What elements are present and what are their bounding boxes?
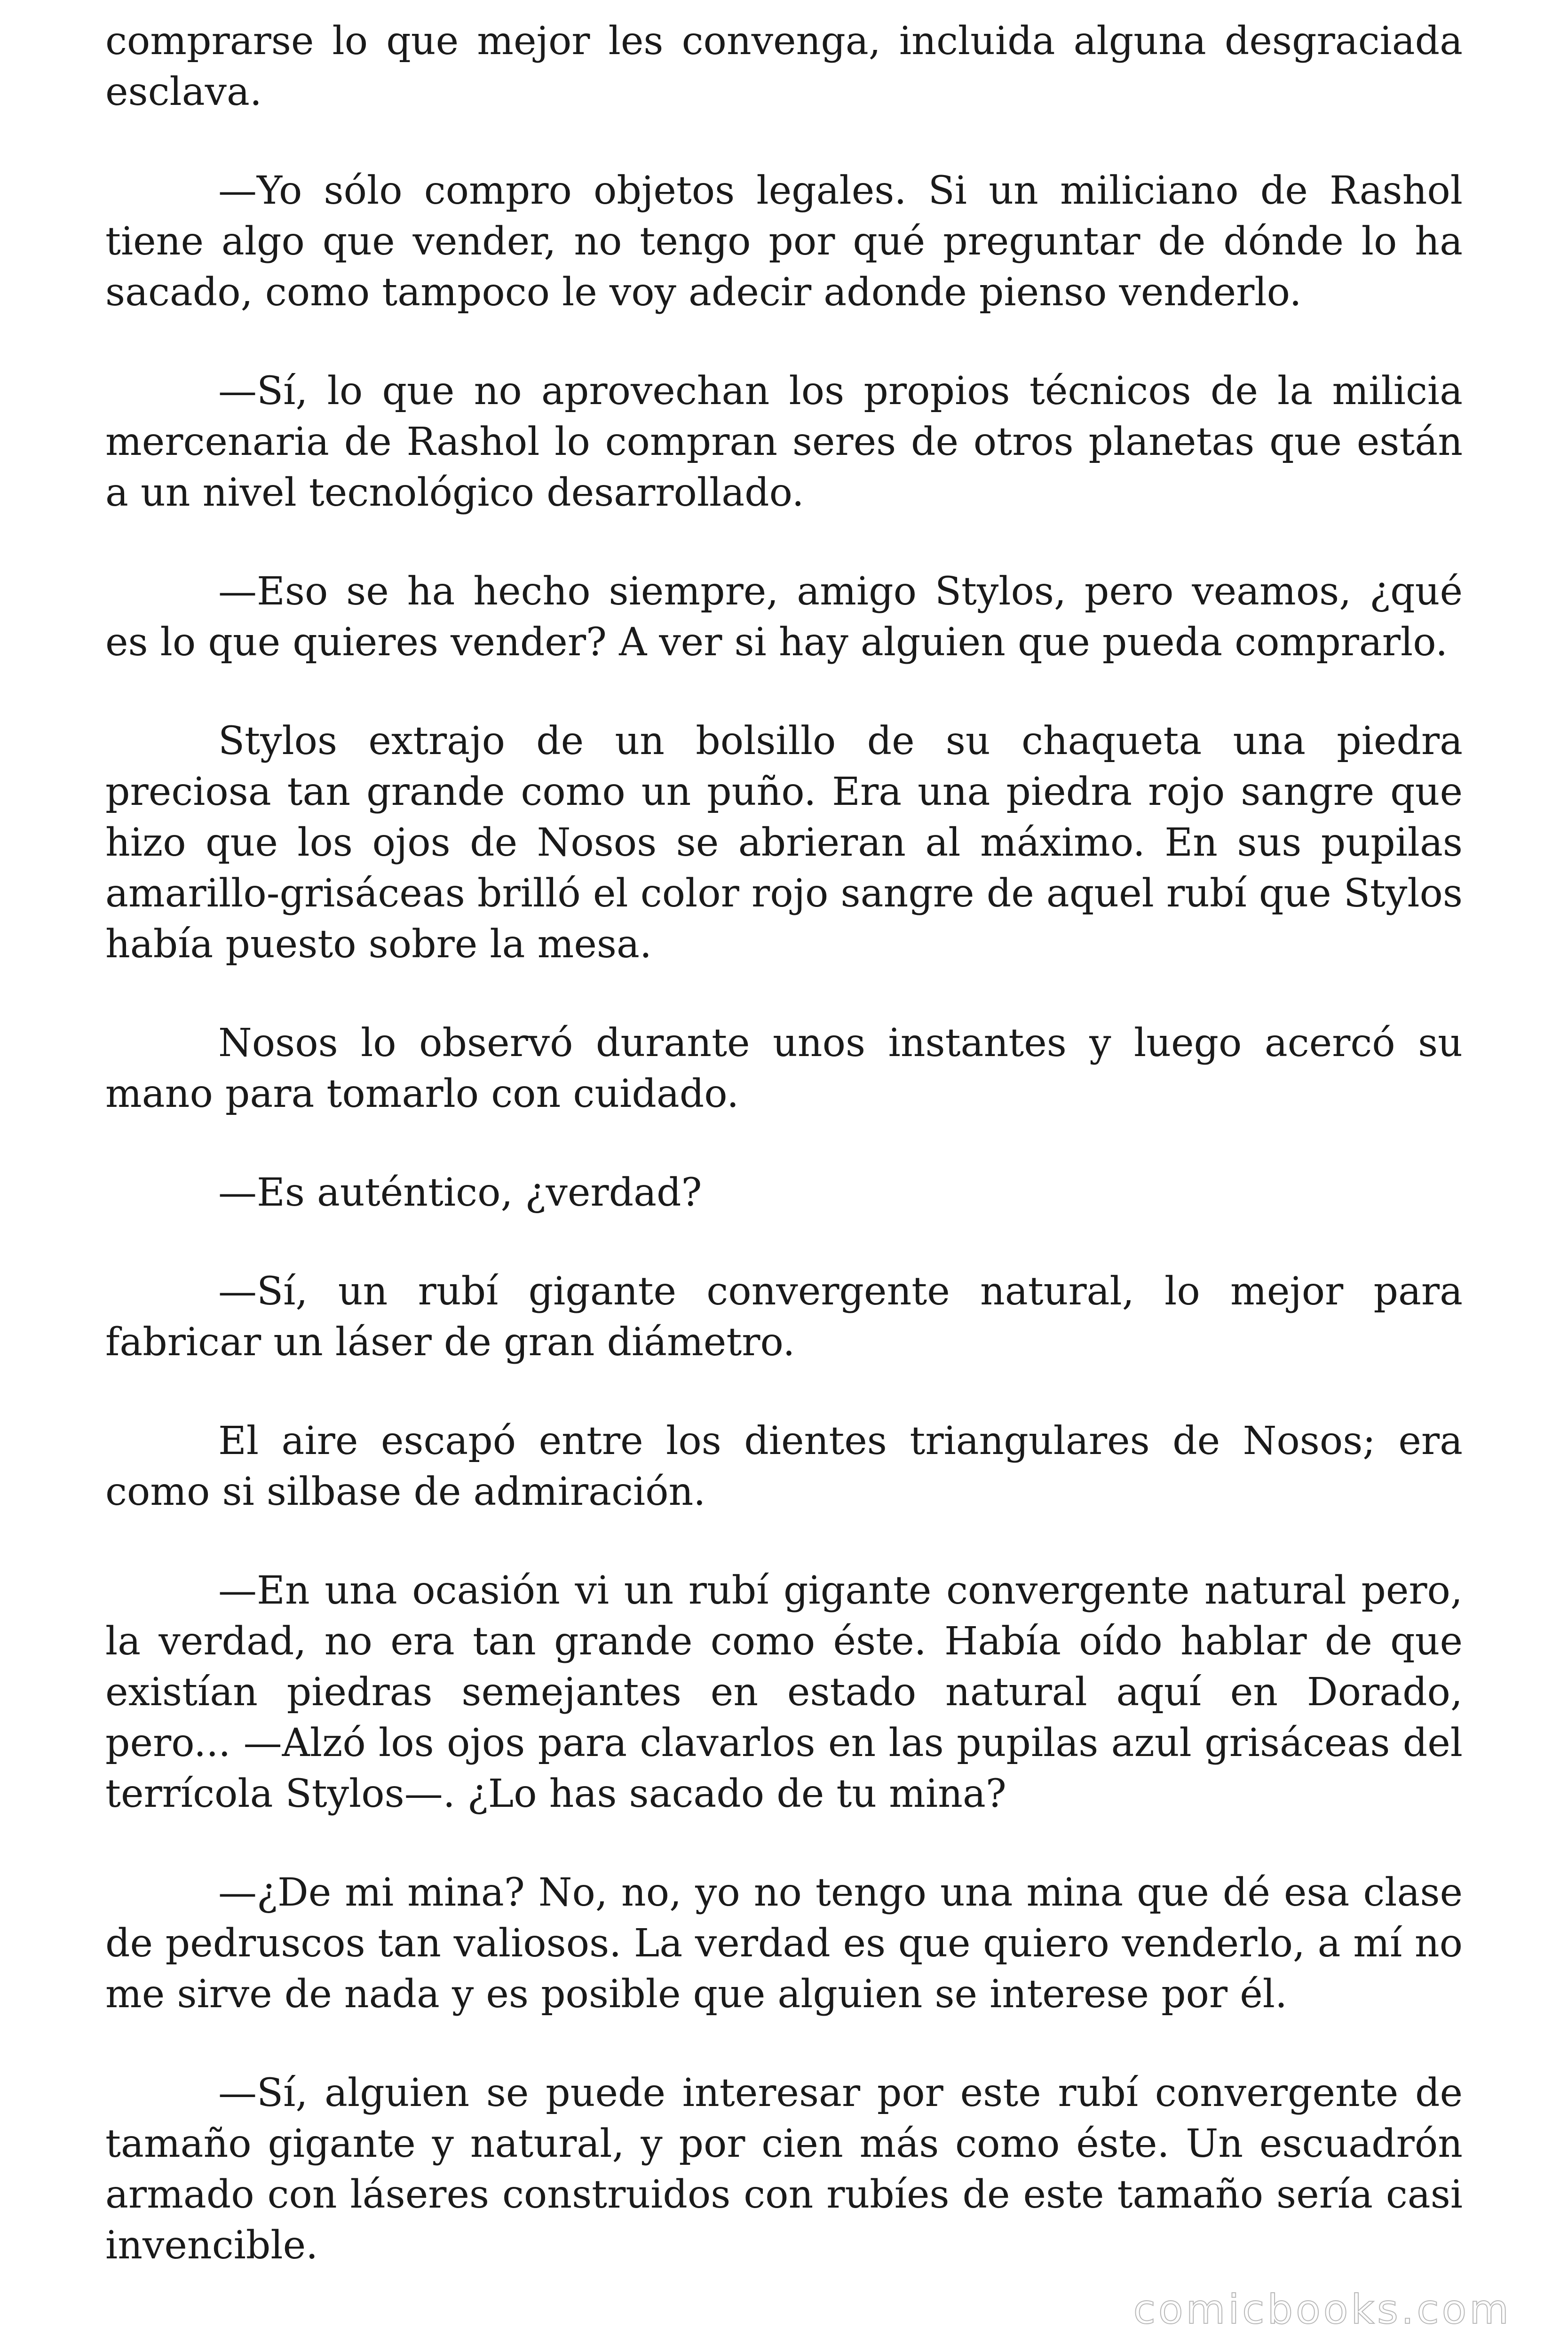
paragraph-6: Nosos lo observó durante unos instantes y luego acercó su mano para tomarlo con cuidado. (105, 1021, 1463, 1116)
paragraph-9: El aire escapó entre los dientes triangulares de Nosos; era como si silbase de admiración. (105, 1419, 1463, 1514)
paragraph-1: comprarse lo que mejor les convenga, incluida alguna desgraciada esclava. (105, 19, 1463, 114)
paragraph-4: —Eso se ha hecho siempre, amigo Stylos, pero veamos, ¿qué es lo que quieres vender? A ver si hay alguien que pueda comprarlo. (105, 569, 1463, 665)
page-text (105, 16, 1463, 2319)
paragraph-8: —Sí, un rubí gigante convergente natural, lo mejor para fabricar un láser de gran diámetro. (105, 1269, 1463, 1365)
paragraph-12: —Sí, alguien se puede interesar por este rubí convergente de tamaño gigante y natural, y por cien más como éste. Un escuadrón armado con láseres construidos con rubíes de este tamaño sería casi invencible. (105, 2071, 1463, 2268)
watermark: comicbooks.com (1133, 2286, 1512, 2333)
paragraph-7: —Es auténtico, ¿verdad? (218, 1170, 702, 1215)
paragraph-10: —En una ocasión vi un rubí gigante convergente natural pero, la verdad, no era tan grande como éste. Había oído hablar de que existían piedras semejantes en estado natural aquí en Dorado, pero... —Alzó los ojos para clavarlos en las pupilas azul grisáceas del terrícola Stylos—. ¿Lo has sacado de tu mina? (105, 1568, 1463, 1816)
paragraph-5: Stylos extrajo de un bolsillo de su chaqueta una piedra preciosa tan grande como un puño. Era una piedra rojo sangre que hizo que los ojos de Nosos se abrieran al máximo. En sus pupilas amarillo-grisáceas brilló el color rojo sangre de aquel rubí que Stylos había puesto sobre la mesa. (105, 719, 1463, 967)
paragraph-11: —¿De mi mina? No, no, yo no tengo una mina que dé esa clase de pedruscos tan valiosos. La verdad es que quiero venderlo, a mí no me sirve de nada y es posible que alguien se interese por él. (105, 1870, 1463, 2017)
paragraph-2: —Yo sólo compro objetos legales. Si un miliciano de Rashol tiene algo que vender, no tengo por qué preguntar de dónde lo ha sacado, como tampoco le voy adecir adonde pienso venderlo. (105, 168, 1463, 315)
paragraph-3: —Sí, lo que no aprovechan los propios técnicos de la milicia mercenaria de Rashol lo compran seres de otros planetas que están a un nivel tecnológico desarrollado. (105, 369, 1463, 515)
